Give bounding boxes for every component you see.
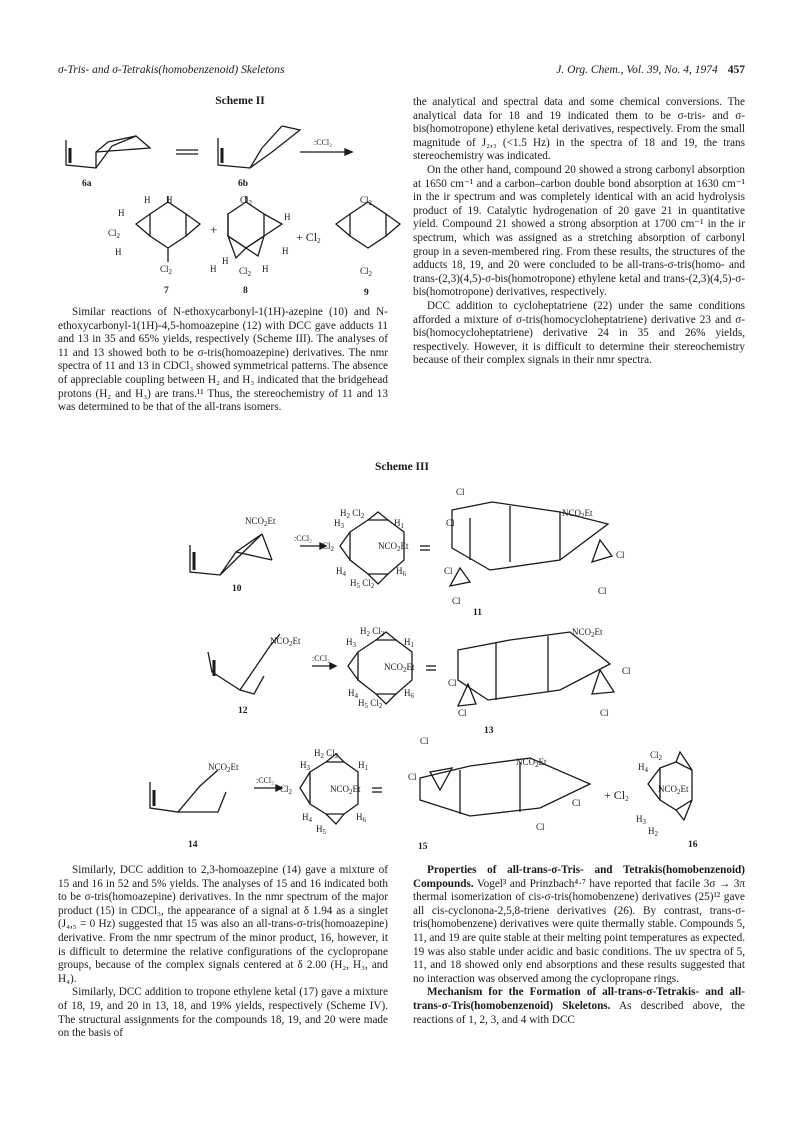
atom-label: $NCO_2Et$ bbox=[330, 784, 361, 796]
atom-label: $H_6$ bbox=[356, 812, 366, 824]
atom-label: $H_4$ bbox=[638, 762, 648, 774]
atom-label: H bbox=[222, 256, 229, 266]
atom-label: $Cl_2$ bbox=[160, 264, 173, 276]
section-heading: Properties of all-trans-σ-Tris- and Tetrakis(homobenzenoid) Compounds. bbox=[413, 864, 745, 890]
atom-label: Cl bbox=[452, 596, 461, 606]
atom-label: $H_4$ bbox=[348, 688, 358, 700]
atom-label: $H_5$ bbox=[316, 824, 326, 836]
atom-label: $H_3$ bbox=[346, 637, 356, 649]
atom-label: Cl bbox=[572, 798, 581, 808]
page-number: 457 bbox=[727, 64, 745, 76]
paragraph: Vogel³ and Prinzbach⁴·⁷ have reported that facile 3σ → 3π thermal isomerization of cis-σ-tris(homobenzene) derivatives (25)¹² gave all cis-cyclonona-2,5,8-triene derivatives (26). By contrast, trans-σ-tris(homobenzene) derivatives were quite thermally stable. Compounds 5, 11, and 19 are quite stable at their melting point temperatures as expected. 19 was also stable under acidic and basic conditions. The uv spectra of 5, 11, and 18 showed only end absorptions and these results suggested that no interaction was observed among the cyclopropane rings. bbox=[413, 877, 745, 985]
paragraph: Similarly, DCC addition to 2,3-homoazepine (14) gave a mixture of 15 and 16 in 52 and 5% yields. The analyses of 15 and 16 indicated both to be σ-tris(homoazepine) derivatives. In the nmr spectrum of the major product (15) in CDCl₃, the appearance of a signal at δ 1.94 as a singlet (J₄,₅ = 0 Hz) suggested that 15 was also an all-trans-σ-tris(homoazepine) derivative. From the nmr spectrum of the minor product, 16, however, it is difficult to determine the relative configurations of the cyclopropane groups, because of the complex signals centered at δ 2.00 (H₂, H₃, and H₄). bbox=[58, 864, 388, 985]
atom-label: $H_2$ bbox=[648, 826, 658, 838]
atom-label: $NCO_2Et$ bbox=[562, 508, 593, 520]
atom-label: $NCO_2Et$ bbox=[270, 636, 301, 648]
compound-label-6b: 6b bbox=[238, 179, 249, 189]
atom-label: Cl bbox=[448, 678, 457, 688]
compound-label-16: 16 bbox=[688, 840, 698, 850]
atom-label: $NCO_2Et$ bbox=[384, 662, 415, 674]
atom-label: $H_2$ $Cl_2$ bbox=[360, 626, 385, 638]
scheme-3-title: Scheme III bbox=[375, 461, 429, 473]
atom-label: Cl bbox=[600, 708, 609, 718]
atom-label: Cl bbox=[408, 772, 417, 782]
atom-label: $H_5$ $Cl_2$ bbox=[350, 578, 375, 590]
atom-label: $H_4$ bbox=[336, 566, 346, 578]
atom-label: H bbox=[144, 195, 151, 205]
atom-label: $Cl_2$ bbox=[322, 541, 335, 553]
compound-label-6a: 6a bbox=[82, 179, 92, 189]
plus-sign: + $Cl_2$ bbox=[296, 230, 321, 245]
atom-label: H bbox=[210, 264, 217, 274]
atom-label: $NCO_2Et$ bbox=[516, 757, 547, 769]
paragraph: As described above, the reactions of 1, 2, 3, and 4 with DCC bbox=[413, 999, 746, 1026]
atom-label: $NCO_2Et$ bbox=[572, 627, 603, 639]
section-heading: Mechanism for the Formation of all-trans-σ-Tetrakis- and all-trans-σ-Tris(homobenzenoid) Skeletons. bbox=[413, 986, 745, 1012]
compound-label-9: 9 bbox=[364, 288, 369, 298]
atom-label: Cl bbox=[622, 666, 631, 676]
atom-label: Cl bbox=[446, 518, 455, 528]
atom-label: H bbox=[115, 247, 122, 257]
reagent-dcc: :CCl₂ bbox=[294, 534, 312, 543]
paragraph: the analytical and spectral data and some chemical conversions. The analytical data for 18 and 19 indicated them to be σ-tris- and σ-bis(homotropone) ethylene ketal derivatives, respectively. From the small magnitude of J₂,₃ (<1.5 Hz) in the spectra of 18 and 19, the trans stereochemistry was indicated. bbox=[413, 96, 745, 163]
compound-label-14: 14 bbox=[188, 840, 198, 850]
paragraph: DCC addition to cycloheptatriene (22) under the same conditions afforded a mixture of σ-tris(homocycloheptatriene) derivative 23 and σ-bis(homocycloheptatriene) derivative 24 in 35 and 26% yields, respectively. However, it is difficult to determine their stereochemistry because of their complex signals in their nmr spectra. bbox=[413, 299, 745, 367]
atom-label: Cl bbox=[420, 736, 429, 746]
atom-label: $H_1$ bbox=[394, 518, 404, 530]
atom-label: $Cl_2$ bbox=[280, 784, 293, 796]
plus-sign: + $Cl_2$ bbox=[604, 788, 629, 803]
atom-label: $NCO_2Et$ bbox=[378, 541, 409, 553]
atom-label: $H_1$ bbox=[358, 760, 368, 772]
plus-sign: + bbox=[210, 222, 218, 237]
atom-label: $H_3$ bbox=[636, 814, 646, 826]
atom-label: $H_2$ $Cl_2$ bbox=[314, 748, 339, 760]
reagent-dcc: :CCl₂ bbox=[256, 776, 274, 785]
paragraph: Similarly, DCC addition to tropone ethylene ketal (17) gave a mixture of 18, 19, and 20 in 13, 18, and 19% yields, respectively (Scheme IV). The structural assignments for the compounds 18, 19, and 20 were made on the basis of bbox=[58, 986, 388, 1040]
atom-label: H bbox=[166, 195, 173, 205]
scheme-2-title: Scheme II bbox=[215, 95, 265, 107]
atom-label: Cl bbox=[598, 586, 607, 596]
atom-label: H bbox=[262, 264, 269, 274]
atom-label: $Cl_2$ bbox=[239, 266, 252, 278]
atom-label: $H_5$ $Cl_2$ bbox=[358, 698, 383, 710]
atom-label: $NCO_2Et$ bbox=[208, 762, 239, 774]
atom-label: $NCO_2Et$ bbox=[245, 516, 276, 528]
atom-label: $NCO_2Et$ bbox=[658, 784, 689, 796]
compound-label-10: 10 bbox=[232, 584, 242, 594]
compound-label-12: 12 bbox=[238, 706, 248, 716]
atom-label: H bbox=[118, 208, 125, 218]
atom-label: $Cl_2$ bbox=[240, 195, 253, 207]
atom-label: $H_6$ bbox=[396, 566, 406, 578]
compound-label-7: 7 bbox=[164, 286, 169, 296]
atom-label: $H_3$ bbox=[334, 518, 344, 530]
left-column-bottom bbox=[58, 864, 388, 1041]
reagent-dcc: :CCl₂ bbox=[312, 654, 330, 663]
atom-label: Cl bbox=[458, 708, 467, 718]
compound-label-13: 13 bbox=[484, 726, 494, 736]
paragraph: On the other hand, compound 20 showed a strong carbonyl absorption at 1650 cm⁻¹ and a carbon–carbon double bond absorption at 1630 cm⁻¹ in the ir spectrum and was completely identical with an acid hydrolysis product of 19. Catalytic hydrogenation of 20 gave 21 in quantitative yield. Compound 21 showed a strong absorption at 1700 cm⁻¹ in the ir spectrum, which was assigned as a stretching absorption of carbonyl group in a seven-membered ring. From these results, the structures of the adducts 18, 19, and 20 were concluded to be all-trans-σ-tris(homo- and trans-(2,3)(4,5)-σ-bis(homotropone) ethylene ketal and trans-(2,3)(4,5)-σ-bis(homotropone) derivatives, respectively. bbox=[413, 163, 745, 299]
atom-label: $H_1$ bbox=[404, 637, 414, 649]
atom-label: H bbox=[282, 246, 289, 256]
atom-label: $Cl_2$ bbox=[360, 195, 373, 207]
atom-label: $H_2$ $Cl_2$ bbox=[340, 508, 365, 520]
atom-label: $Cl_2$ bbox=[360, 266, 373, 278]
atom-label: $Cl_2$ bbox=[650, 750, 663, 762]
atom-label: Cl bbox=[616, 550, 625, 560]
atom-label: $Cl_2$ bbox=[108, 228, 121, 240]
running-header-left: σ-Tris- and σ-Tetrakis(homobenzenoid) Skeletons bbox=[58, 64, 285, 76]
compound-label-11: 11 bbox=[473, 608, 482, 618]
atom-label: Cl bbox=[536, 822, 545, 832]
atom-label: $H_3$ bbox=[300, 760, 310, 772]
compound-label-15: 15 bbox=[418, 842, 428, 852]
paragraph: Similar reactions of N-ethoxycarbonyl-1(1H)-azepine (10) and N-ethoxycarbonyl-1(1H)-4,5-homoazepine (12) with DCC gave adducts 11 and 13 in 35 and 65% yields, respectively (Scheme III). The analyses of 11 and 13 showed both to be σ-tris(homoazepine) derivatives. The nmr spectra of 11 and 13 in CDCl₃ showed symmetrical patterns. The absence of appreciable coupling between H₂ and H₃ indicated that the bridgehead protons (H₂ and H₃) are trans.¹¹ Thus, the stereochemistry of 11 and 13 was determined to be that of the all-trans isomers. bbox=[58, 306, 388, 414]
journal-citation: J. Org. Chem., Vol. 39, No. 4, 1974 bbox=[556, 64, 718, 76]
atom-label: $H_4$ bbox=[302, 812, 312, 824]
atom-label: Cl bbox=[456, 487, 465, 497]
reagent-dcc: :CCl₂ bbox=[314, 138, 332, 147]
right-column-bottom bbox=[413, 864, 745, 1027]
atom-label: H bbox=[284, 212, 291, 222]
compound-label-8: 8 bbox=[243, 286, 248, 296]
atom-label: Cl bbox=[444, 566, 453, 576]
atom-label: $H_6$ bbox=[404, 688, 414, 700]
